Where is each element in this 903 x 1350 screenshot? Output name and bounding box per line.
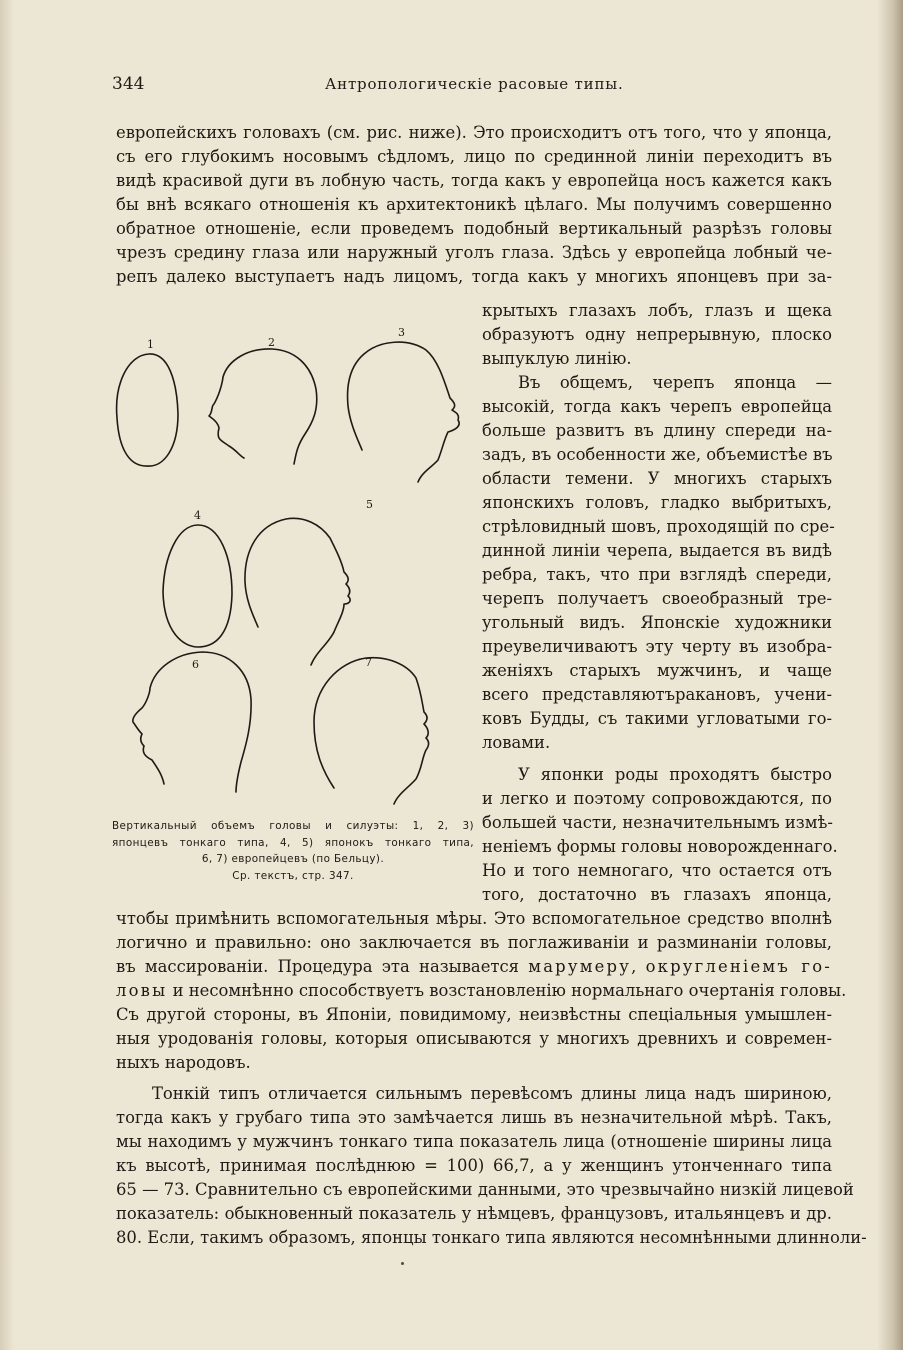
text-line [482,371,832,395]
text-line: крытыхъ глазахъ лобъ, глазъ и щека [482,301,832,320]
text-line: динной линіи черепа, выдается въ видѣ [482,541,832,560]
text-line [116,979,847,1003]
text-line: мы находимъ у мужчинъ тонкаго типа показатель лица (отношеніе ширины лица [116,1132,832,1151]
page-header [112,74,832,100]
text-line: и легко и поэтому сопровождаются, по [482,789,832,808]
text-line: того, достаточно въ глазахъ японца, [482,885,832,904]
text-line: ковъ Будды, съ такими угловатыми го- [482,709,832,728]
page-shadow-right [877,0,903,1350]
text-line: бы внѣ всякаго отношенія къ архитектоникѣ цѣлаго. Мы получимъ совершенно [116,195,832,214]
figure-caption [112,818,474,884]
head-silhouette-2 [209,349,317,464]
caption-line: 6, 7) европейцевъ (по Бельцу). [201,853,385,865]
text-line [116,955,832,979]
text-line: ловами. [482,733,551,752]
text-line: показатель: обыкновенный показатель у нѣмцевъ, французовъ, итальянцевъ и др. [116,1204,832,1223]
text-line: образуютъ одну непрерывную, плоско [482,325,832,344]
text-line: больше развитъ въ длину спереди на- [482,421,832,440]
text-line: Тонкій типъ отличается сильнымъ перевѣсомъ длины лица надъ шириною, [152,1084,832,1103]
spaced-term-golovy: ловы [116,981,168,1000]
text-line: всего представляютъракановъ, учени- [482,685,832,704]
text-line: неніемъ формы головы новорожденнаго. [482,837,838,856]
head-outline-4 [163,525,232,647]
text-line: ныхъ народовъ. [116,1053,251,1072]
text-line: европейскихъ головахъ (см. рис. ниже). Это происходитъ отъ того, что у японца, [116,123,832,142]
text-line: женіяхъ старыхъ мужчинъ, и чаще [482,661,832,680]
spaced-term-okruglenie: округленіемъ го- [645,957,832,976]
head-silhouettes-figure [108,322,474,812]
head-outline-1 [117,354,178,466]
text-line: черепъ получаетъ своеобразный тре- [482,589,832,608]
text-line: области темени. У многихъ старыхъ [482,469,832,488]
text-line: преувеличиваютъ эту черту въ изобра- [482,637,832,656]
spaced-term-marumeru: марумеру [528,957,632,976]
text-line: большей части, незначительнымъ измѣ- [482,813,833,832]
head-silhouette-7 [314,658,429,804]
caption-line: японцевъ тонкаго типа, 4, 5) японокъ тонкаго типа, [112,836,474,849]
text-line: тогда какъ у грубаго типа это замѣчается лишь въ незначительной мѣрѣ. Такъ, [116,1108,832,1127]
text-line: Но и того немногаго, что остается отъ [482,861,832,880]
page-number: 344 [112,74,145,94]
head-silhouette-5 [245,518,350,665]
text-line: 80. Если, такимъ образомъ, японцы тонкаго типа являются несомнѣнными длинноли- [116,1228,867,1247]
silhouettes-drawing [108,322,474,812]
text-line: японскихъ головъ, гладко выбритыхъ, [482,493,832,512]
text-line: обратное отношеніе, если проведемъ подобный вертикальный разрѣзъ головы [116,219,832,238]
text-span: и несомнѣнно способствуетъ возстановленію нормальнаго очертанія головы. [167,981,847,1000]
running-title: Антропологическіе расовые типы. [325,75,624,93]
page-shadow-left [0,0,14,1350]
text-line: ребра, такъ, что при взглядѣ спереди, [482,565,832,584]
figure-number-4: 4 [194,509,201,522]
text-line: У японки роды проходятъ быстро [518,765,832,784]
head-silhouette-3 [348,342,460,482]
text-line: съ его глубокимъ носовымъ сѣдломъ, лицо по срединной линіи переходитъ въ [116,147,832,166]
text-line: видѣ красивой дуги въ лобную часть, тогда какъ у европейца носъ кажется какъ [116,171,832,190]
text-line: высокій, тогда какъ черепъ европейца [482,397,832,416]
caption-line: Вертикальный объемъ головы и силуэты: 1, 2, 3) [112,820,474,832]
text-line: ныя уродованія головы, которыя описываются у многихъ древнихъ и современ- [116,1029,832,1048]
text-line: къ высотѣ, принимая послѣднюю = 100) 66,7, а у женщинъ утонченнаго типа [116,1156,832,1175]
figure-number-2: 2 [268,336,275,349]
caption-line: Ср. текстъ, стр. 347. [232,869,354,882]
text-line: репъ далеко выступаетъ надъ лицомъ, тогда какъ у многихъ японцевъ при за- [116,267,832,286]
text-line: чтобы примѣнить вспомогательныя мѣры. Это вспомогательное средство вполнѣ [116,909,832,928]
text-line: угольный видъ. Японскіе художники [482,613,832,632]
text-line: Съ другой стороны, въ Японіи, повидимому, неизвѣстны спеціальныя умышлен- [116,1005,832,1024]
text-span: Въ общемъ, черепъ японца — [518,373,832,392]
print-speck [401,1262,404,1265]
figure-number-6: 6 [192,658,199,671]
text-line: логично и правильно: оно заключается въ поглаживаніи и разминаніи головы, [116,933,832,952]
figure-number-7: 7 [365,656,372,669]
text-span: , [631,957,646,976]
figure-number-1: 1 [147,338,154,351]
text-span: въ массированіи. Процедура эта называется [116,957,519,976]
figure-number-3: 3 [398,326,405,339]
figure-number-5: 5 [366,498,373,511]
text-line: выпуклую линію. [482,349,632,368]
head-silhouette-6 [133,652,251,792]
text-line: 65 — 73. Сравнительно съ европейскими данными, это чрезвычайно низкій лицевой [116,1180,854,1199]
text-line: задъ, въ особенности же, объемистѣе въ [482,445,833,464]
text-line: чрезъ средину глаза или наружный уголъ глаза. Здѣсь у европейца лобный че- [116,243,832,262]
text-line: стрѣловидный шовъ, проходящій по сре- [482,517,835,536]
